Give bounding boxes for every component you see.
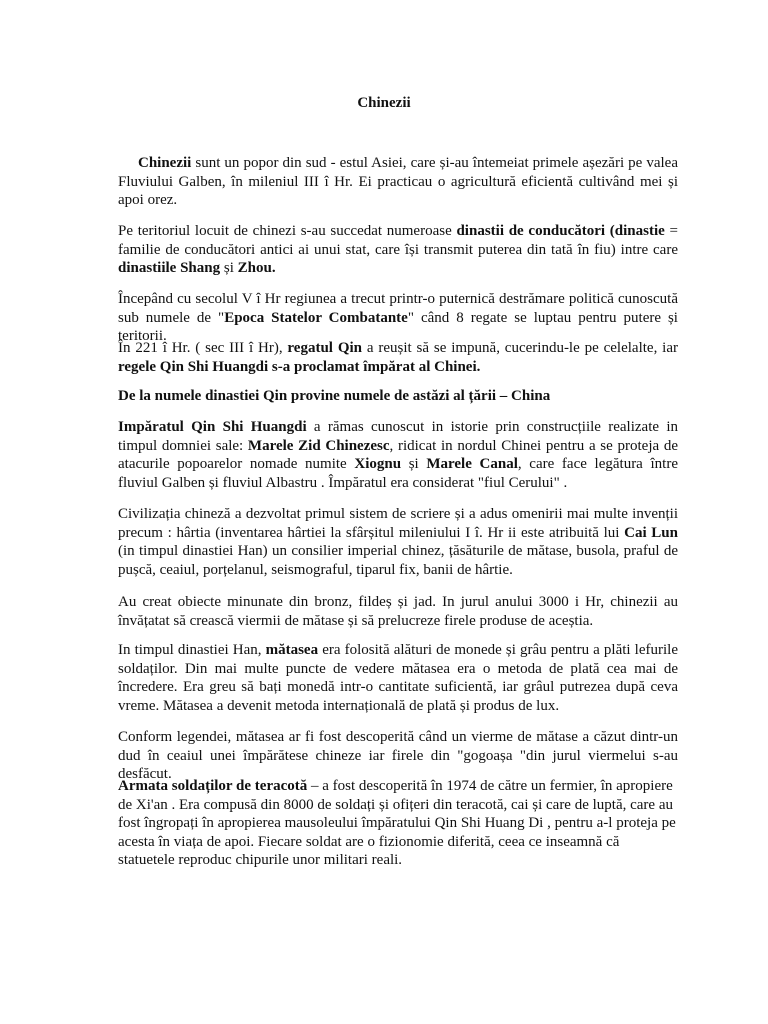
bold-text-run: regatul Qin	[287, 340, 362, 356]
bold-text-run: Marele Zid Chinezesc	[247, 437, 390, 454]
text-run: (in timpul dinastiei Han) un consilier imperial chinez, țăsăturile de mătase, busola, praful de pușcă, ceaiul, porțelanul, seismograful, tiparul fix, banii de hârtie.	[118, 543, 678, 578]
paragraph-warring-states	[118, 290, 678, 346]
text-run: " când 8 regate se luptau pentru putere și teritorii.	[118, 309, 678, 345]
text-run: Au creat obiecte minunate din bronz, fildeș și jad. In jurul anului 3000 i Hr, chinezii au învățatat să crească viermii de mătase și să prelucreze firele produse de aceștia.	[118, 594, 678, 629]
text-run: = familie de conducători antici ai unui stat, care își transmit puterea din tată în fiu) intre care	[118, 223, 678, 258]
text-run: În 221 î Hr. ( sec III î Hr),	[118, 340, 288, 356]
text-run: , ridicat in nordul Chinei pentru a se proteja de atacurile popoarelor nomade numite	[118, 437, 678, 473]
bold-text-run: regele Qin Shi Huangdi s-a proclamat împărat al Chinei.	[118, 358, 481, 375]
bold-text-run: Xiognu	[354, 456, 402, 473]
text-run: In timpul dinastiei Han,	[118, 642, 266, 658]
text-run: Începând cu secolul V î Hr regiunea a trecut printr-o puternică destrămare politică cunoscută sub numele de "	[118, 291, 678, 326]
bold-text-run: Marele Canal	[426, 456, 518, 473]
bold-text-run: De la numele dinastiei Qin provine numele de astăzi al țării – China	[118, 388, 551, 404]
document-title: Chinezii	[357, 95, 411, 111]
text-run: a reușit să se impună, cucerindu-le pe celelalte, iar	[362, 340, 678, 356]
bold-text-run: Impăratul Qin Shi Huangdi	[118, 419, 307, 435]
paragraph-emperor	[118, 418, 678, 492]
bold-text-run: Armata soldaților de teracotă	[118, 778, 308, 794]
paragraph-intro	[118, 154, 678, 210]
paragraph-inventions	[118, 505, 678, 579]
paragraph-silk-payment	[118, 641, 678, 715]
paragraph-qin-kingdom	[118, 339, 678, 376]
text-run: era folosită alături de monede și grâu pentru a plăti lefurile soldaților. Din mai multe puncte de vedere mătasea era o metoda de plată cea mai de încredere. Era greu să bați monedă intr-o cantitate suficientă, iar grâul putrezea după ceva vreme. Mătasea a devenit metoda internațională de plată și produs de lux.	[118, 642, 678, 714]
bold-text-run: mătasea	[265, 642, 319, 658]
text-run: și	[401, 456, 427, 473]
text-run: Civilizația chineză a dezvoltat primul sistem de scriere și a adus omenirii mai multe invenții precum : hârtia (inventarea hârtiei la sfârșitul mileniului I î. Hr ii este atribuită lui	[118, 506, 678, 541]
bold-text-run: dinastii de conducători (dinastie	[456, 223, 665, 239]
text-run: Pe teritoriul locuit de chinezi s-au succedat numeroase	[118, 223, 457, 239]
bold-text-run: Cai Lun	[624, 524, 678, 541]
bold-text-run: Chinezii	[138, 155, 192, 171]
text-run: Conform legendei, mătasea ar fi fost descoperită când un vierme de mătase a căzut dintr-un dud în ceaiul unei împărătese chineze iar firele din "gogoașa "din jurul viermelui s-au desfăcut.	[118, 729, 678, 783]
text-run: – a fost descoperită în 1974 de către un fermier, în apropiere de Xi'an . Era compusă din 8000 de soldați și ofițeri din teracotă, cai și care de luptă, care au fost îngropați în apropierea mausoleului împăratului Qin Shi Huang Di , pentru a-l proteja pe acesta în viața de apoi. Fiecare soldat are o fizionomie diferită, ceea ce inseamnă că statuetele reproduc chipurile unor militari reali.	[118, 778, 676, 869]
text-run: sunt un popor din sud - estul Asiei, care și-au întemeiat primele așezări pe valea Fluviului Galben, în mileniul III î Hr. Ei practicau o agricultură eficientă cultivând mei și apoi orez.	[118, 155, 678, 209]
bold-text-run: dinastiile Shang	[118, 260, 224, 277]
paragraph-terracotta-army	[118, 777, 678, 870]
paragraph-dynasties	[118, 222, 678, 278]
text-run: a rămas cunoscut in istorie prin construcțiile realizate in timpul domniei sale:	[118, 419, 678, 454]
text-run: și	[223, 260, 238, 277]
paragraph-silkworms	[118, 593, 678, 630]
bold-text-run: Epoca Statelor Combatante	[224, 309, 408, 326]
bold-text-run: Zhou.	[237, 260, 276, 277]
text-run: , care face legătura între fluviul Galben și fluviul Albastru . Împăratul era considerat "fiul Cerului" .	[118, 456, 678, 491]
paragraph-silk-legend	[118, 728, 678, 784]
paragraph-china-name	[118, 387, 678, 406]
